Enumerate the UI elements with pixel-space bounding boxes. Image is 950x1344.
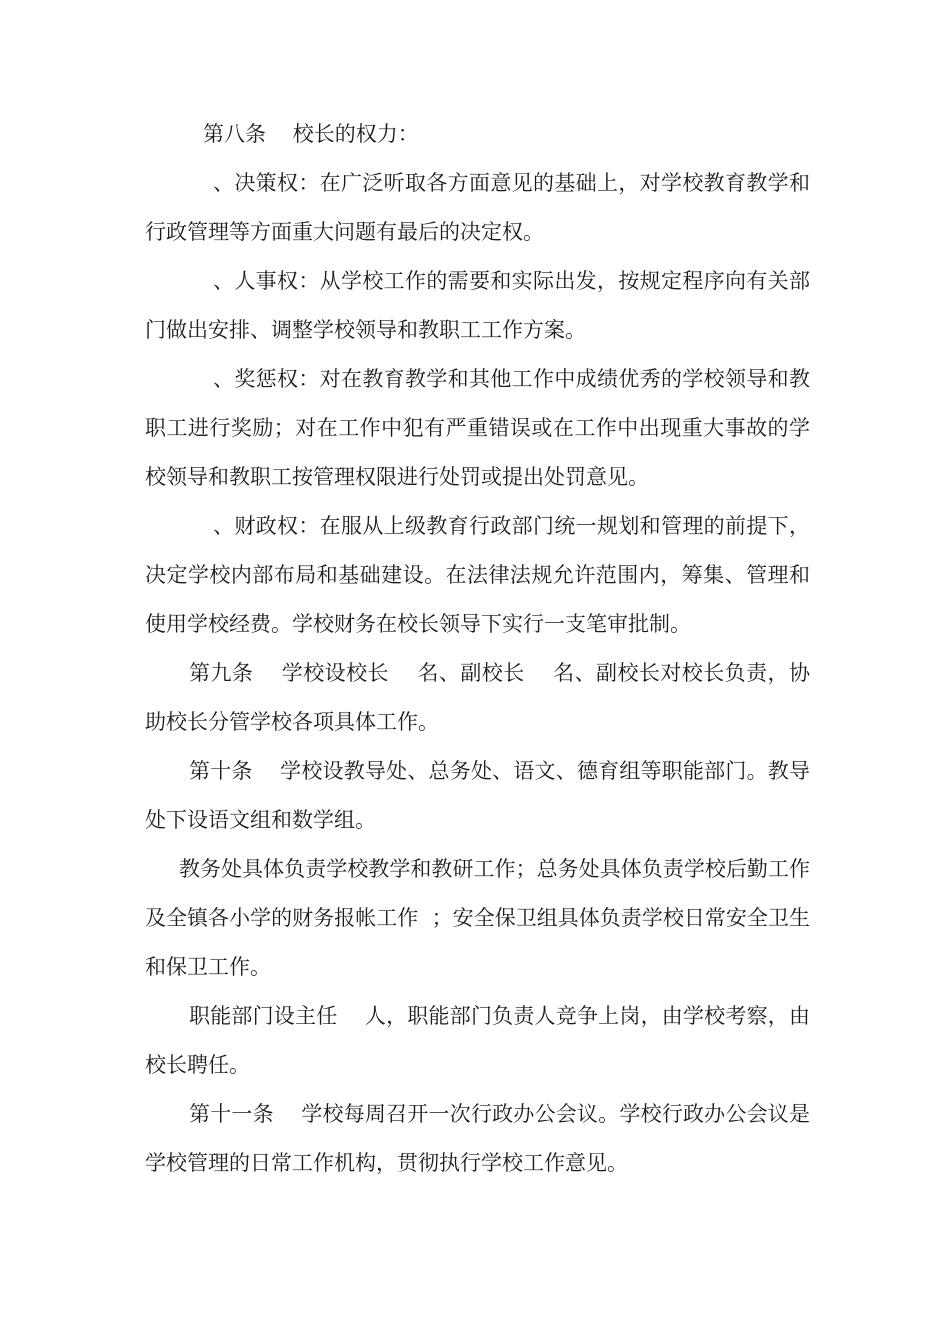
article-9-paragraph: 第九条 学校设校长 名、副校长 名、副校长对校长负责，协助校长分管学校各项具体工作。 (145, 661, 810, 734)
article-8-heading: 第八条 校长的权力： (203, 122, 419, 146)
department-duties-paragraph: 教务处具体负责学校教学和教研工作；总务处具体负责学校后勤工作及全镇各小学的财务报帐工作 ；安全保卫组具体负责学校日常安全卫生和保卫工作。 (145, 857, 810, 979)
personnel-power-paragraph: 、人事权：从学校工作的需要和实际出发，按规定程序向有关部门做出安排、调整学校领导和教职工工作方案。 (145, 269, 810, 342)
department-director-paragraph: 职能部门设主任 人，职能部门负责人竞争上岗，由学校考察，由校长聘任。 (145, 1004, 810, 1077)
article-11-paragraph: 第十一条 学校每周召开一次行政办公会议。学校行政办公会议是学校管理的日常工作机构，贯彻执行学校工作意见。 (145, 1102, 810, 1175)
document-body (145, 110, 810, 1188)
reward-punishment-power-paragraph: 、奖惩权：对在教育教学和其他工作中成绩优秀的学校领导和教职工进行奖励；对在工作中犯有严重错误或在工作中出现重大事故的学校领导和教职工按管理权限进行处罚或提出处罚意见。 (145, 367, 810, 489)
finance-power-paragraph: 、财政权：在服从上级教育行政部门统一规划和管理的前提下，决定学校内部布局和基础建设。在法律法规允许范围内，筹集、管理和使用学校经费。学校财务在校长领导下实行一支笔审批制。 (145, 514, 810, 636)
article-10-paragraph: 第十条 学校设教导处、总务处、语文、德育组等职能部门。教导处下设语文组和数学组。 (145, 759, 810, 832)
decision-power-paragraph: 、决策权：在广泛听取各方面意见的基础上，对学校教育教学和行政管理等方面重大问题有最后的决定权。 (145, 171, 810, 244)
